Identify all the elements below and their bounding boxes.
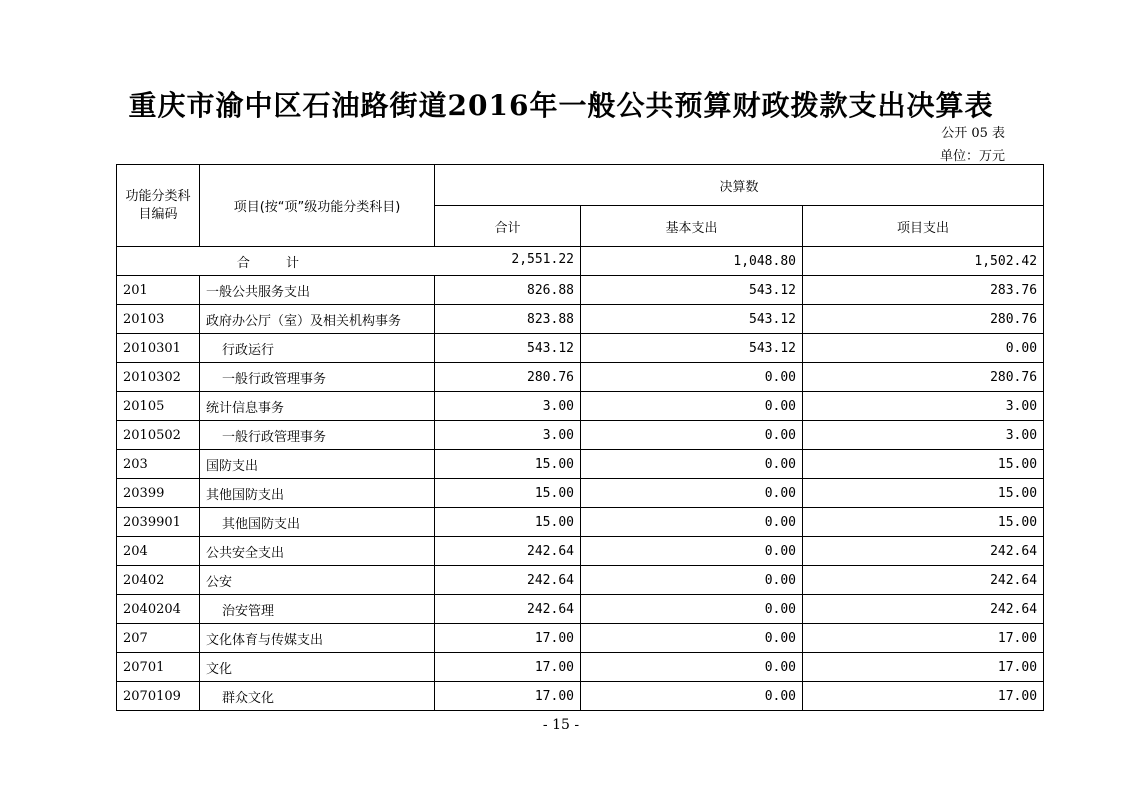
row-name: 其他国防支出 — [200, 479, 435, 508]
table-row — [117, 450, 1044, 479]
row-code: 2010302 — [117, 363, 200, 392]
row-code: 20701 — [117, 653, 200, 682]
row-name: 文化体育与传媒支出 — [200, 624, 435, 653]
row-project: 280.76 — [803, 363, 1044, 392]
table-row — [117, 537, 1044, 566]
header-total: 合计 — [435, 206, 581, 247]
row-project: 283.76 — [803, 276, 1044, 305]
row-name: 统计信息事务 — [200, 392, 435, 421]
row-code: 20402 — [117, 566, 200, 595]
expenditure-table — [116, 164, 1044, 711]
row-basic: 0.00 — [581, 421, 803, 450]
row-project: 0.00 — [803, 334, 1044, 363]
table-row — [117, 363, 1044, 392]
row-basic: 543.12 — [581, 276, 803, 305]
form-code: 公开 05 表 — [941, 126, 1005, 141]
row-total: 15.00 — [435, 450, 581, 479]
total-row-label — [117, 247, 581, 276]
table-row — [117, 508, 1044, 537]
header-project: 项目支出 — [803, 206, 1044, 247]
row-total: 826.88 — [435, 276, 581, 305]
table-row — [117, 595, 1044, 624]
row-project: 242.64 — [803, 537, 1044, 566]
row-basic: 0.00 — [581, 450, 803, 479]
row-code: 2070109 — [117, 682, 200, 711]
table-row — [117, 305, 1044, 334]
table-row — [117, 624, 1044, 653]
row-name: 一般公共服务支出 — [200, 276, 435, 305]
row-total: 3.00 — [435, 421, 581, 450]
table-row — [117, 653, 1044, 682]
row-total: 3.00 — [435, 392, 581, 421]
row-basic: 0.00 — [581, 392, 803, 421]
row-basic: 0.00 — [581, 624, 803, 653]
header-code-text: 功能分类科目编码 — [125, 188, 191, 222]
total-row-total: 2,551.22 — [511, 251, 574, 267]
row-code: 207 — [117, 624, 200, 653]
row-name: 公安 — [200, 566, 435, 595]
total-row — [117, 247, 1044, 276]
row-name: 一般行政管理事务 — [200, 421, 435, 450]
row-total: 17.00 — [435, 624, 581, 653]
table-row — [117, 421, 1044, 450]
row-name: 治安管理 — [200, 595, 435, 624]
row-project: 280.76 — [803, 305, 1044, 334]
table-row — [117, 682, 1044, 711]
row-basic: 0.00 — [581, 537, 803, 566]
row-basic: 543.12 — [581, 334, 803, 363]
row-total: 242.64 — [435, 566, 581, 595]
row-name: 群众文化 — [200, 682, 435, 711]
row-basic: 0.00 — [581, 682, 803, 711]
row-name: 行政运行 — [200, 334, 435, 363]
total-row-basic: 1,048.80 — [581, 247, 803, 276]
header-code — [117, 165, 200, 247]
row-total: 242.64 — [435, 595, 581, 624]
row-basic: 0.00 — [581, 363, 803, 392]
row-code: 2039901 — [117, 508, 200, 537]
row-project: 15.00 — [803, 508, 1044, 537]
row-code: 20105 — [117, 392, 200, 421]
row-name: 文化 — [200, 653, 435, 682]
total-row-project: 1,502.42 — [803, 247, 1044, 276]
row-name: 政府办公厅（室）及相关机构事务 — [200, 305, 435, 334]
row-code: 2010502 — [117, 421, 200, 450]
table-row — [117, 276, 1044, 305]
row-total: 17.00 — [435, 682, 581, 711]
row-project: 3.00 — [803, 421, 1044, 450]
row-basic: 0.00 — [581, 508, 803, 537]
table-row — [117, 334, 1044, 363]
row-name: 公共安全支出 — [200, 537, 435, 566]
row-basic: 543.12 — [581, 305, 803, 334]
row-total: 823.88 — [435, 305, 581, 334]
row-code: 20103 — [117, 305, 200, 334]
header-group: 决算数 — [435, 165, 1044, 206]
header-item: 项目(按“项”级功能分类科目) — [200, 165, 435, 247]
row-project: 15.00 — [803, 479, 1044, 508]
row-project: 3.00 — [803, 392, 1044, 421]
row-code: 20399 — [117, 479, 200, 508]
row-project: 17.00 — [803, 653, 1044, 682]
total-label-text: 合 计 — [236, 255, 316, 271]
row-code: 2040204 — [117, 595, 200, 624]
row-name: 国防支出 — [200, 450, 435, 479]
row-basic: 0.00 — [581, 479, 803, 508]
page-title: 重庆市渝中区石油路街道2016年一般公共预算财政拨款支出决算表 — [128, 89, 994, 122]
row-total: 15.00 — [435, 479, 581, 508]
header-basic: 基本支出 — [581, 206, 803, 247]
table-row — [117, 566, 1044, 595]
row-code: 204 — [117, 537, 200, 566]
row-total: 543.12 — [435, 334, 581, 363]
row-total: 280.76 — [435, 363, 581, 392]
row-basic: 0.00 — [581, 595, 803, 624]
row-total: 242.64 — [435, 537, 581, 566]
row-code: 2010301 — [117, 334, 200, 363]
row-basic: 0.00 — [581, 653, 803, 682]
row-code: 201 — [117, 276, 200, 305]
row-name: 其他国防支出 — [200, 508, 435, 537]
row-total: 17.00 — [435, 653, 581, 682]
row-code: 203 — [117, 450, 200, 479]
row-name: 一般行政管理事务 — [200, 363, 435, 392]
row-total: 15.00 — [435, 508, 581, 537]
row-basic: 0.00 — [581, 566, 803, 595]
row-project: 242.64 — [803, 566, 1044, 595]
table-row — [117, 479, 1044, 508]
table-row — [117, 392, 1044, 421]
unit-label: 单位：万元 — [939, 149, 1005, 164]
row-project: 242.64 — [803, 595, 1044, 624]
page-number: - 15 - — [542, 717, 580, 733]
row-project: 17.00 — [803, 682, 1044, 711]
row-project: 15.00 — [803, 450, 1044, 479]
row-project: 17.00 — [803, 624, 1044, 653]
